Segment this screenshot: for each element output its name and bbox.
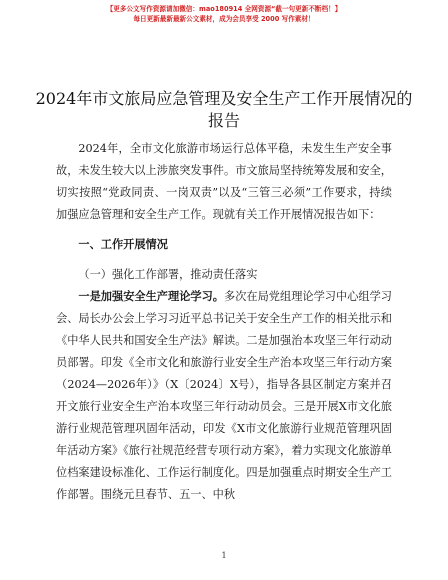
document-body: [56, 138, 392, 506]
document-title: 2024年市文旅局应急管理及安全生产工作开展情况的报告: [35, 89, 413, 130]
paragraph-text: 多次在局党组理论学习中心组学习会、局长办公会上学习习近平总书记关于安全生产工作的相关批示和《中华人民共和国安全生产法》解读。二是加强治本攻坚三年行动动员部署。印发《全市文化和旅游行业安全生产治本攻坚三年行动方案（2024—2026年）》（X〔2024〕X号），指导各县区制定方案并召开文旅行业安全生产治本攻坚三年行动动员会。三是开展X市文化旅游行业规范管理巩固年活动，印发《X市文化旅游行业规范管理巩固年活动方案》《旅行社规范经营专项行动方案》，着力实现文化旅游单位档案建设标准化、工作运行制度化。四是加强重点时期安全生产工作部署。围绕元旦春节、五一、中秋: [56, 290, 392, 501]
body-paragraph: [56, 286, 392, 506]
subsection-heading: （一）强化工作部署，推动责任落实: [78, 268, 258, 281]
promo-banner-line-1: 【更多公文写作资源请加微信：mao180914 全网资源“截一句更新不断档！】: [106, 5, 342, 13]
page-number: 1: [221, 551, 227, 560]
paragraph-lead: 一是加强安全生产理论学习。: [78, 290, 224, 303]
intro-paragraph: 2024年，全市文化旅游市场运行总体平稳，未发生生产安全事故，未发生较大以上涉旅突发事件。市文旅局坚持统筹发展和安全，切实按照“党政同责、一岗双责”以及“三管三必须”工作要求，持续加强应急管理和安全生产工作。现就有关工作开展情况报告如下：: [56, 142, 392, 221]
section-heading: 一、工作开展情况: [78, 238, 168, 251]
promo-banner-line-2: 每日更新最新最新公文素材，成为会员享受 2000 写作素材！: [133, 15, 315, 23]
promo-banner: [0, 4, 448, 24]
